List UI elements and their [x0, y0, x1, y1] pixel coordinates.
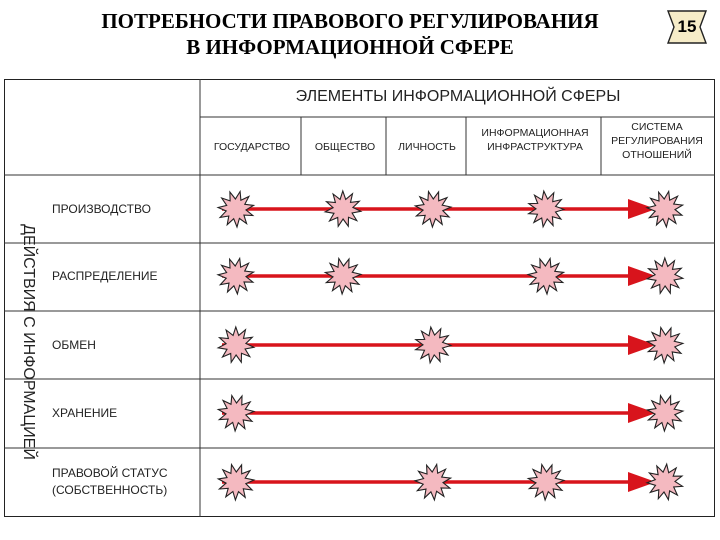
- row-label: [52, 268, 158, 285]
- column-header-line: ИНФРАСТРУКТУРА: [487, 141, 583, 153]
- slide-number: 15: [677, 17, 697, 36]
- arrow-head: [628, 335, 656, 355]
- column-header-line: ГОСУДАРСТВО: [213, 141, 291, 153]
- row-label: [52, 201, 151, 218]
- title-line-1: ПОТРЕБНОСТИ ПРАВОВОГО РЕГУЛИРОВАНИЯ: [101, 9, 599, 33]
- column-header-line: ОБЩЕСТВО: [314, 141, 376, 153]
- starburst-mark: [647, 396, 683, 431]
- starburst-mark: [647, 258, 683, 293]
- column-header-line: ЛИЧНОСТЬ: [398, 141, 456, 153]
- column-header: [587, 120, 720, 162]
- row-label-line: ХРАНЕНИЕ: [52, 405, 118, 420]
- starburst-mark: [647, 191, 683, 227]
- row-label: [52, 337, 96, 354]
- row-label-line: (СОБСТВЕННОСТЬ): [52, 483, 168, 497]
- row-label-line: ПРОИЗВОДСТВО: [52, 201, 151, 216]
- row-label: [52, 405, 117, 422]
- column-header-line: РЕГУЛИРОВАНИЯ: [611, 135, 703, 147]
- row-label-line: РАСПРЕДЕЛЕНИЕ: [52, 268, 158, 283]
- starburst-mark: [218, 465, 254, 500]
- actions-label: ДЕЙСТВИЯ С ИНФОРМАЦИЕЙ: [20, 224, 37, 460]
- starburst-mark: [647, 464, 683, 500]
- column-header: [465, 126, 605, 154]
- row-label-line: ОБМЕН: [52, 337, 96, 352]
- column-header-line: ИНФОРМАЦИОННАЯ: [481, 127, 589, 139]
- starburst-mark: [415, 192, 451, 227]
- starburst-mark: [325, 191, 361, 226]
- starburst-mark: [218, 327, 254, 362]
- elements-header: ЭЛЕМЕНТЫ ИНФОРМАЦИОННОЙ СФЕРЫ: [295, 88, 621, 105]
- column-header-line: СИСТЕМА: [631, 121, 683, 133]
- title-line-2: В ИНФОРМАЦИОННОЙ СФЕРЕ: [186, 35, 514, 59]
- column-header-line: ОТНОШЕНИЙ: [622, 149, 692, 161]
- row-label: [52, 465, 168, 499]
- row-label-line: ПРАВОВОЙ СТАТУС: [52, 466, 168, 480]
